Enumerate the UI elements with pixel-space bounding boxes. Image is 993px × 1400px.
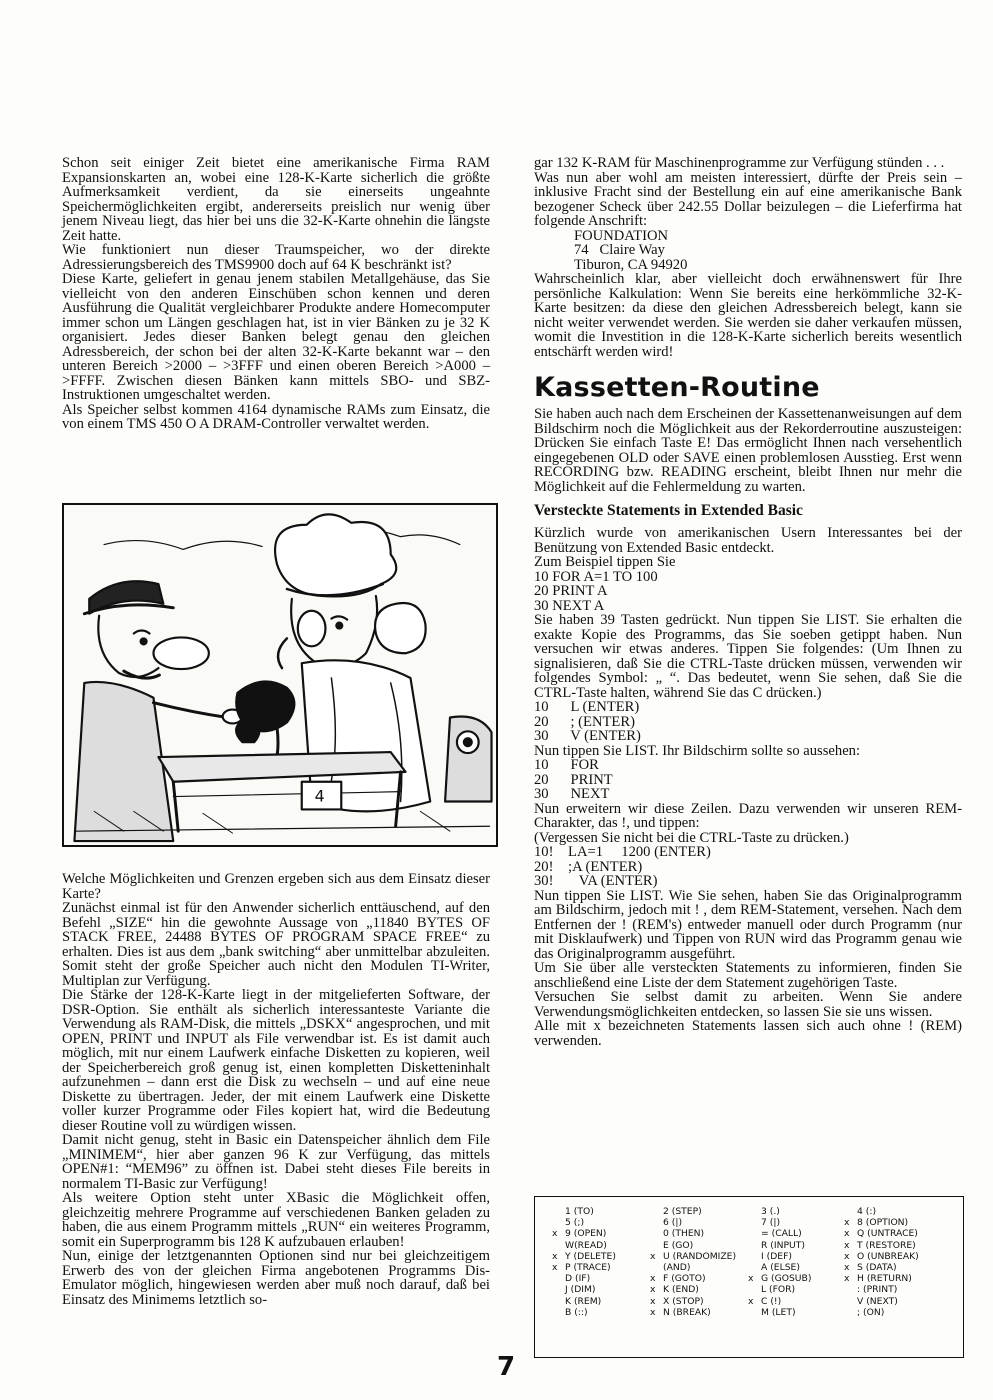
table-row xyxy=(535,1228,963,1239)
no-rem-marker: x xyxy=(844,1239,850,1251)
statement-key: U (RANDOMIZE) xyxy=(663,1250,737,1262)
paragraph: Nun, einige der letztgenannten Optionen sind nur bei gleichzeitigem Erwerb des von der gleichen Firma angebotenen Programms Dis-Emulator möglich, hingewiesen werden aber muß noch darauf, daß bei Einsatz des Minimems letztlich so- xyxy=(62,1248,490,1308)
table-cell xyxy=(761,1262,800,1273)
statement-key: 4 (:) xyxy=(857,1206,877,1217)
statement-key: 7 (|) xyxy=(761,1217,781,1229)
statement-key: M (LET) xyxy=(761,1306,796,1318)
left-column-bottom xyxy=(62,872,490,1307)
table-cell xyxy=(650,1295,704,1307)
table-row xyxy=(535,1251,963,1262)
code-line: 10 L (ENTER) xyxy=(534,699,640,715)
statement-key: R (INPUT) xyxy=(761,1239,805,1251)
table-cell xyxy=(761,1284,795,1295)
code-line: 10! LA=1 1200 (ENTER) xyxy=(534,844,711,860)
statement-key-table xyxy=(534,1196,964,1358)
no-rem-marker: x xyxy=(650,1306,656,1318)
table-cell xyxy=(844,1228,918,1240)
table-cell xyxy=(650,1250,737,1262)
statement-key: 3 (.) xyxy=(761,1206,780,1217)
code-line: 10 FOR A=1 TO 100 xyxy=(534,568,658,585)
paragraph: Nun tippen Sie LIST. Wie Sie sehen, haben Sie das Originalprogramm am Bildschirm, jedoch mit ! , dem REM-Statement, versehen. Nach dem Entfernen der ! (REM's) entweder manuell oder durch Programm (nur mit Disklaufwerk) und Tippen von RUN wird das Programm genau wie das Originalprogramm ausgeführt. xyxy=(534,887,962,962)
table-cell xyxy=(761,1206,780,1217)
code-line: 20 PRINT A xyxy=(534,583,608,599)
table-cell xyxy=(761,1217,780,1228)
table-cell xyxy=(663,1217,682,1228)
paragraph: Zunächst einmal ist für den Anwender sicherlich enttäuschend, auf den Befehl „SIZE“ hin die gewohnte Aussage von „11840 BYTES OF STACK FREE, 24488 BYTES OF PROGRAM SPACE FREE“ zu erhalten. Dies ist aus dem „bank switching“ aber unmittelbar abzuleiten. Somit steht der große Speicher auch nicht den Modulen TI-Writer, Multiplan zur Verfügung. xyxy=(62,900,490,989)
code-line: 10 FOR xyxy=(534,757,599,773)
paragraph: Diese Karte, geliefert in genau jenem stabilen Metallgehäuse, das Sie vielleicht von den anderen Einschüben schon kennen und deren Ausführung die Qualität vergleichbarer Produkte andere Homecomputer immer schon um Längen geschlagen hat, ist in vier Bänken zu je 32 K organisiert. Jedes dieser Banken belegt genau den gleichen Adressbereich, der schon bei der alten 32-K-Karte bekannt war – den unteren Bereich >2000 – >3FFF und einen oberen Bereich >A000 – >FFFF. Zwischen diesen Bänken kann mittels SBO- und SBZ-Instruktionen umgeschaltet werden. xyxy=(62,271,490,403)
statement-key: (AND) xyxy=(663,1261,691,1273)
table-cell xyxy=(761,1307,796,1318)
section-heading-kassetten: Kassetten-Routine xyxy=(534,372,820,403)
table-row xyxy=(535,1307,963,1318)
table-cell xyxy=(844,1250,919,1262)
paragraph: Als weitere Option steht unter XBasic die Möglichkeit offen, gleichzeitig mehrere Programme auf verschiedenen Banken geladen zu haben, die aus einem Programm mittels „RUN“ ein weiteres Programm, somit ein Superprogramm bis 128 K aufzubauen erlauben! xyxy=(62,1190,490,1250)
code-line: 30 NEXT xyxy=(534,786,610,802)
table-row xyxy=(535,1296,963,1307)
table-cell xyxy=(663,1262,690,1273)
table-cell xyxy=(565,1296,601,1307)
table-row xyxy=(535,1262,963,1273)
section-subheading-statements: Versteckte Statements in Extended Basic xyxy=(534,502,803,519)
paragraph: Nun tippen Sie LIST. Ihr Bildschirm sollte so aussehen: xyxy=(534,742,861,759)
paragraph: Als Speicher selbst kommen 4164 dynamische RAMs zum Einsatz, die von einem TMS 450 O A DRAM-Controller verwaltet werden. xyxy=(62,401,490,432)
code-line: 30 NEXT A xyxy=(534,597,605,614)
paragraph: Zum Beispiel tippen Sie xyxy=(534,554,676,570)
paragraph: Damit nicht genug, steht in Basic ein Datenspeicher ähnlich dem File „MINIMEM“, hier aber ganzen 96 K zur Verfügung, das mittels OPEN#1: “MEM96” zu öffnen ist. Dabei steht dieses File bereits in normalem TI-Basic zur Verfügung! xyxy=(62,1132,490,1192)
no-rem-marker: x xyxy=(844,1228,850,1240)
table-cell xyxy=(761,1228,802,1239)
paragraph: Welche Möglichkeiten und Grenzen ergeben sich aus dem Einsatz dieser Karte? xyxy=(62,871,490,902)
no-rem-marker: x xyxy=(650,1295,656,1307)
table-cell xyxy=(663,1240,693,1251)
table-cell xyxy=(650,1273,706,1285)
table-cell xyxy=(565,1273,590,1284)
table-cell xyxy=(552,1228,607,1240)
no-rem-marker: x xyxy=(650,1273,656,1285)
table-cell xyxy=(857,1296,898,1307)
statement-key: Q (UNTRACE) xyxy=(857,1228,918,1240)
table-cell xyxy=(844,1261,897,1273)
statement-key: 2 (STEP) xyxy=(663,1206,702,1217)
statement-key: 8 (OPTION) xyxy=(857,1217,909,1229)
table-cell xyxy=(857,1206,876,1217)
table-cell xyxy=(565,1284,596,1295)
no-rem-marker: x xyxy=(748,1273,754,1285)
statement-key: T (RESTORE) xyxy=(857,1239,916,1251)
statement-key: A (ELSE) xyxy=(761,1261,800,1273)
code-line: 20 PRINT xyxy=(534,771,613,788)
table-cell xyxy=(552,1250,616,1262)
paragraph: (Vergessen Sie nicht bei die CTRL-Taste zu drücken.) xyxy=(534,829,849,846)
statement-key: K (REM) xyxy=(565,1295,602,1307)
statement-key: J (DIM) xyxy=(565,1284,596,1296)
table-cell xyxy=(761,1251,792,1262)
left-column-top xyxy=(62,156,490,432)
paragraph: Was nun aber wohl am meisten interessiert, dürfte der Preis sein – inklusive Fracht sind der Bestellung ein auf eine amerikanische Bank bezogener Scheck über 242.55 Dollar beizulegen – die Lieferfirma hat folgende Anschrift: xyxy=(534,169,962,229)
paragraph: Sie haben auch nach dem Erscheinen der Kassettenanweisungen auf dem Bildschirm noch die Möglichkeit aus der Rekorderroutine auszusteigen: Drücken Sie einfach Taste E! Das ermöglicht Ihnen nach versehentlich eingegebenen OLD oder SAVE einen problemlosen Ausstieg. Erst wenn RECORDING bzw. READING erscheint, bleibt Ihnen nur mehr die Möglichkeit auf die Fehlermeldung zu warten. xyxy=(534,406,962,495)
paragraph: gar 132 K-RAM für Maschinenprogramme zur Verfügung stünden . . . xyxy=(534,155,945,171)
statement-key: 1 (TO) xyxy=(565,1206,594,1217)
statement-key: D (IF) xyxy=(565,1273,591,1285)
paragraph: Sie haben 39 Tasten gedrückt. Nun tippen Sie LIST. Sie erhalten die exakte Kopie des Programms, das Sie soeben getippt haben. Nun versuchen wir etwas anderes. Tippen Sie folgendes: (Um Ihnen zu signalisieren, daß Sie die CTRL-Taste drücken müssen, verwenden wir folgendes Symbol: „ “. Das bedeutet, wenn Sie sehen, daß Sie die CTRL-Taste halten, während Sie das C drücken.) xyxy=(534,612,962,701)
cartoon-illustration xyxy=(62,503,498,847)
table-cell xyxy=(844,1239,916,1251)
statement-key: V (NEXT) xyxy=(857,1295,898,1307)
statement-key: H (RETURN) xyxy=(857,1273,912,1285)
right-column xyxy=(534,156,962,1048)
paragraph: Wahrscheinlich klar, aber vielleicht doch erwähnenswert für Ihre persönliche Kalkulation: Wenn Sie bereits eine herkömmliche 32-K-Karte besitzen: da diese den gleichen Adressbereich belegt, kann sie nicht weiter verwendet werden. Sie werden sie daher verkaufen müssen, womit die Investition in die 128-K-Karte sicherlich bereits wesentlich entschärft werden wird! xyxy=(534,271,962,360)
statement-key: P (TRACE) xyxy=(565,1261,611,1273)
statement-key: W(READ) xyxy=(565,1239,607,1251)
statement-key: 0 (THEN) xyxy=(663,1228,705,1240)
table-cell xyxy=(565,1206,594,1217)
statement-key: 6 (|) xyxy=(663,1217,683,1229)
paragraph: Um Sie über alle versteckten Statements zu informieren, finden Sie anschließend eine Liste der dem Statement zugehörigen Taste. xyxy=(534,960,962,991)
table-row xyxy=(535,1206,963,1217)
statement-key: X (STOP) xyxy=(663,1295,704,1307)
code-line: 20! ;A (ENTER) xyxy=(534,858,643,875)
code-line: 30! VA (ENTER) xyxy=(534,873,658,889)
statement-key: L (FOR) xyxy=(761,1284,796,1296)
no-rem-marker: x xyxy=(650,1284,656,1296)
page-number: 7 xyxy=(497,1352,516,1382)
no-rem-marker: x xyxy=(844,1261,850,1273)
table-cell xyxy=(552,1261,611,1273)
code-line: 30 V (ENTER) xyxy=(534,728,641,744)
table-cell xyxy=(748,1273,812,1285)
statement-key: 5 (;) xyxy=(565,1217,585,1229)
no-rem-marker: x xyxy=(748,1295,754,1307)
paragraph: Kürzlich wurde von amerikanischen Usern Interessantes bei der Benützung von Extended Basic entdeckt. xyxy=(534,525,962,556)
statement-key: 9 (OPEN) xyxy=(565,1228,607,1240)
no-rem-marker: x xyxy=(552,1228,558,1240)
statement-key: : (PRINT) xyxy=(857,1284,898,1296)
table-cell xyxy=(857,1284,897,1295)
no-rem-marker: x xyxy=(844,1217,850,1229)
statement-key: F (GOTO) xyxy=(663,1273,706,1285)
table-cell xyxy=(663,1206,702,1217)
statement-key: ; (ON) xyxy=(857,1306,885,1318)
statement-key: = (CALL) xyxy=(761,1228,802,1240)
no-rem-marker: x xyxy=(844,1250,850,1262)
table-row xyxy=(535,1240,963,1251)
statement-key: G (GOSUB) xyxy=(761,1273,812,1285)
address-line: 74 Claire Way xyxy=(574,242,665,258)
cartoon-drawing xyxy=(64,505,496,845)
address-line: Tiburon, CA 94920 xyxy=(574,256,688,273)
paragraph: Wie funktioniert nun dieser Traumspeicher, wo der direkte Adressierungsbereich des TMS9900 doch auf 64 K beschränkt ist? xyxy=(62,242,490,273)
statement-key: I (DEF) xyxy=(761,1250,792,1262)
table-cell xyxy=(844,1273,912,1285)
no-rem-marker: x xyxy=(650,1250,656,1262)
table-cell xyxy=(844,1217,909,1229)
table-cell xyxy=(761,1240,805,1251)
table-cell xyxy=(565,1240,607,1251)
address-block xyxy=(574,229,962,273)
statement-key: B (::) xyxy=(565,1306,588,1318)
statement-key: Y (DELETE) xyxy=(565,1250,616,1262)
table-cell xyxy=(748,1295,782,1307)
no-rem-marker: x xyxy=(844,1273,850,1285)
table-cell xyxy=(650,1284,699,1296)
no-rem-marker: x xyxy=(552,1261,558,1273)
table-cell xyxy=(565,1217,584,1228)
address-line: FOUNDATION xyxy=(574,227,669,244)
table-cell xyxy=(650,1306,711,1318)
table-cell xyxy=(565,1307,588,1318)
table-cell xyxy=(663,1228,704,1239)
paragraph: Alle mit x bezeichneten Statements lassen sich auch ohne ! (REM) verwenden. xyxy=(534,1018,962,1049)
statement-key: C (!) xyxy=(761,1295,782,1307)
paragraph: Die Stärke der 128-K-Karte liegt in der mitgelieferten Software, der DSR-Option. Sie enthält als sicherlich interessanteste Variante die Verwendung als RAM-Disk, die mittels „DSKX“ angesprochen, und mit OPEN, PRINT und INPUT als File verwendbar ist. Es ist damit auch möglich, mit nur einem Laufwerk einfache Disketten zu kopieren, weil der Speicherbereich groß genug ist, einen kompletten Disketteninhalt aufzunehmen – dann erst die Disk zu wechseln – und auf eine neue Diskette zu übertragen. Jeder, der mit einem Laufwerk eine Diskette voller kurzer Programme oder Files kopiert hat, wird die Bedeutung dieser Routine voll zu würdigen wissen. xyxy=(62,987,490,1134)
statement-key: E (GO) xyxy=(663,1239,694,1251)
statement-key: N (BREAK) xyxy=(663,1306,711,1318)
table-row xyxy=(535,1284,963,1295)
paragraph: Schon seit einiger Zeit bietet eine amerikanische Firma RAM Expansionskarten an, wobei eine 128-K-Karte sicherlich die größte Aufmerksamkeit verdient, da sie einerseits ungeahnte Speichermöglichkeiten ergibt, andererseits preislich nur wenig über jenem Niveau liegt, das hier bei uns die 32-K-Karte ohnehin die längste Zeit hatte. xyxy=(62,155,490,244)
paragraph: Nun erweitern wir diese Zeilen. Dazu verwenden wir unseren REM-Charakter, das !, und tippen: xyxy=(534,800,962,831)
statement-key: S (DATA) xyxy=(857,1261,897,1273)
no-rem-marker: x xyxy=(552,1250,558,1262)
table-row xyxy=(535,1273,963,1284)
table-cell xyxy=(857,1307,884,1318)
table-row xyxy=(535,1217,963,1228)
code-line: 20 ; (ENTER) xyxy=(534,713,635,730)
statement-key: O (UNBREAK) xyxy=(857,1250,919,1262)
statement-key: K (END) xyxy=(663,1284,699,1296)
paragraph: Versuchen Sie selbst damit zu arbeiten. Wenn Sie andere Verwendungsmöglichkeiten entdecken, so lassen Sie sie uns wissen. xyxy=(534,989,962,1020)
svg-text:4: 4 xyxy=(314,786,325,806)
